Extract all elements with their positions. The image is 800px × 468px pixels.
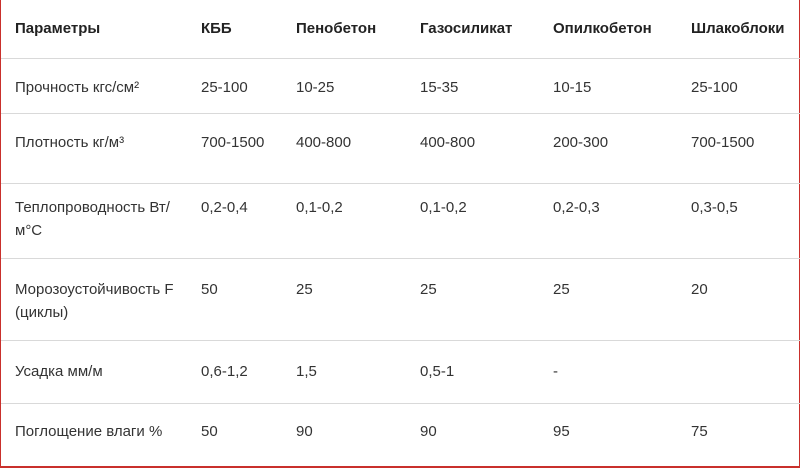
header-kbb: КББ	[187, 0, 282, 58]
table-row-density	[1, 113, 800, 183]
table-cell: 90	[282, 403, 406, 466]
table-cell: 75	[677, 403, 800, 466]
table-cell: 400-800	[406, 113, 539, 183]
table-cell: 25	[282, 258, 406, 340]
header-gazosilikat: Газосиликат	[406, 0, 539, 58]
row-label: Усадка мм/м	[1, 340, 187, 403]
table-cell: 95	[539, 403, 677, 466]
table-cell: 25	[406, 258, 539, 340]
table-cell: 0,2-0,4	[187, 183, 282, 258]
table-cell: 50	[187, 258, 282, 340]
row-label: Прочность кгс/см²	[1, 58, 187, 113]
table-cell: 0,6-1,2	[187, 340, 282, 403]
table-cell: 1,5	[282, 340, 406, 403]
table-cell: 200-300	[539, 113, 677, 183]
table-cell: 700-1500	[677, 113, 800, 183]
header-penobeton: Пенобетон	[282, 0, 406, 58]
table-cell: 0,1-0,2	[406, 183, 539, 258]
header-opilkobeton: Опилкобетон	[539, 0, 677, 58]
building-blocks-comparison-table	[1, 0, 800, 466]
row-label: Плотность кг/м³	[1, 113, 187, 183]
table-row-water-absorption	[1, 403, 800, 466]
table-cell: 0,1-0,2	[282, 183, 406, 258]
table-cell: 25-100	[187, 58, 282, 113]
table-cell: 50	[187, 403, 282, 466]
table-cell: 25-100	[677, 58, 800, 113]
table-cell: 700-1500	[187, 113, 282, 183]
table-row-thermal-conductivity	[1, 183, 800, 258]
table-cell: 90	[406, 403, 539, 466]
table-row-frost-resistance	[1, 258, 800, 340]
row-label: Морозоустойчивость F (циклы)	[1, 258, 187, 340]
table-row-strength	[1, 58, 800, 113]
table-cell: 400-800	[282, 113, 406, 183]
table-cell: 15-35	[406, 58, 539, 113]
table-cell: 0,5-1	[406, 340, 539, 403]
table-cell	[677, 340, 800, 403]
table-cell: 25	[539, 258, 677, 340]
table-cell: 0,3-0,5	[677, 183, 800, 258]
table-cell: 20	[677, 258, 800, 340]
table-cell: 0,2-0,3	[539, 183, 677, 258]
table-cell: 10-15	[539, 58, 677, 113]
header-parameters: Параметры	[1, 0, 187, 58]
row-label: Поглощение влаги %	[1, 403, 187, 466]
table-row-shrinkage	[1, 340, 800, 403]
table-cell: -	[539, 340, 677, 403]
header-shlakobloki: Шлакоблоки	[677, 0, 800, 58]
table-header-row	[1, 0, 800, 58]
table-cell: 10-25	[282, 58, 406, 113]
row-label: Теплопроводность Вт/м°С	[1, 183, 187, 258]
